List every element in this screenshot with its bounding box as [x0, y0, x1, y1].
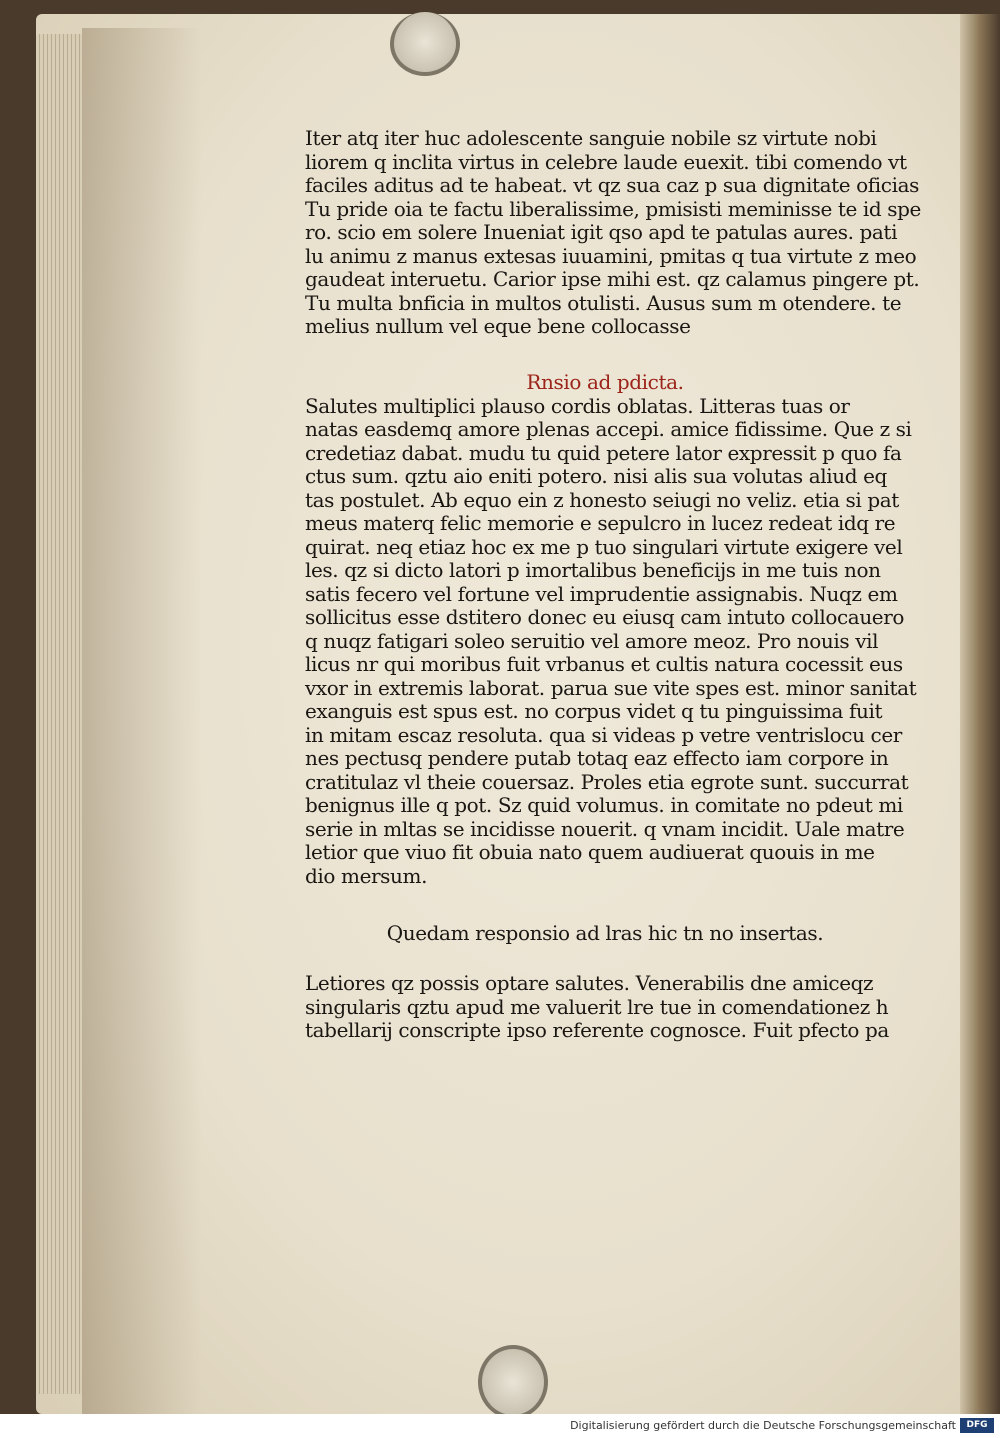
text-line: lu animu z manus extesas iuuamini, pmitas q tua virtute z meo [305, 243, 917, 268]
dfg-logo-icon: DFG [960, 1418, 994, 1433]
text-block [305, 126, 921, 1043]
text-line: exanguis est spus est. no corpus videt q tu pinguissima fuit [305, 699, 883, 723]
text-line: satis fecero vel fortune vel imprudentie assignabis. Nuqz em [305, 581, 898, 606]
text-line: Salutes multiplici plauso cordis oblatas. Litteras tuas or [305, 393, 850, 418]
text-line: ctus sum. qztu aio eniti potero. nisi alis sua volutas aliud eq [305, 464, 887, 488]
footer-bar [0, 1414, 1000, 1438]
text-line: les. qz si dicto latori p imortalibus beneficijs in me tuis non [305, 558, 881, 582]
text-line: tas postulet. Ab equo ein z honesto seiugi no veliz. etia si pat [305, 487, 899, 512]
text-line: tabellarij conscripte ipso referente cognosce. Fuit pfecto pa [305, 1018, 889, 1042]
text-line: vxor in extremis laborat. parua sue vite spes est. minor sanitat [305, 675, 917, 700]
text-line: in mitam escaz resoluta. qua si videas p vetre ventrislocu cer [305, 722, 902, 747]
text-line: singularis qztu apud me valuerit lre tue in comendationez h [305, 994, 889, 1019]
dfg-credit: Digitalisierung gefördert durch die Deutsche Forschungsgemeinschaft [570, 1419, 956, 1432]
text-line: q nuqz fatigari soleo seruitio vel amore meoz. Pro nouis vil [305, 628, 879, 653]
text-line: meus materq felic memorie e sepulcro in lucez redeat idq re [305, 511, 896, 535]
text-line: credetiaz dabat. mudu tu quid petere lator expressit p quo fa [305, 440, 902, 465]
page-edges [36, 34, 82, 1394]
text-line: Iter atq iter huc adolescente sanguie nobile sz virtute nobi [305, 126, 877, 150]
text-line: liorem q inclita virtus in celebre laude euexit. tibi comendo vt [305, 149, 907, 174]
text-line: melius nullum vel eque bene collocasse [305, 314, 691, 338]
text-line: Letiores qz possis optare salutes. Venerabilis dne amiceqz [305, 971, 874, 995]
paragraph-3 [305, 972, 905, 1043]
text-line: natas easdemq amore plenas accepi. amice fidissime. Que z si [305, 417, 912, 441]
text-line: letior que viuo fit obuia nato quem audiuerat quouis in me [305, 840, 875, 864]
text-line: faciles aditus ad te habeat. vt qz sua caz p sua dignitate oficias [305, 173, 919, 197]
text-line: dio mersum. [305, 863, 428, 888]
text-line: benignus ille q pot. Sz quid volumus. in comitate no pdeut mi [305, 793, 903, 817]
paragraph-1 [305, 126, 921, 339]
text-line: Tu multa bnficia in multos otulisti. Ausus sum m otendere. te [305, 290, 902, 315]
text-line: nes pectusq pendere putab totaq eaz effecto iam corpore in [305, 746, 889, 770]
paragraph-2 [305, 393, 917, 889]
text-line: licus nr qui moribus fuit vrbanus et cultis natura cocessit eus [305, 652, 903, 676]
text-line: cratitulaz vl theie couersaz. Proles etia egrote sunt. succurrat [305, 769, 909, 794]
text-line: Tu pride oia te factu liberalissime, pmisisti meminisse te id spe [305, 196, 921, 221]
text-line: sollicitus esse dstitero donec eu eiusq cam intuto collocauero [305, 605, 905, 629]
text-line: ro. scio em solere Inueniat igit qso apd te patulas aures. pati [305, 220, 898, 244]
section-heading-1: Rnsio ad pdicta. [526, 369, 684, 394]
text-line: gaudeat interuetu. Carior ipse mihi est. qz calamus pingere pt. [305, 267, 920, 291]
bottom-clip-icon [478, 1345, 548, 1414]
binding-edge [960, 14, 1000, 1414]
text-line: serie in mltas se incidisse nouerit. q vnam incidit. Uale matre [305, 816, 905, 841]
section-heading-2: Quedam responsio ad lras hic tn no insertas. [386, 921, 824, 945]
gutter-shadow [82, 28, 202, 1414]
text-line: quirat. neq etiaz hoc ex me p tuo singulari virtute exigere vel [305, 534, 903, 559]
top-clip-icon [390, 12, 460, 76]
